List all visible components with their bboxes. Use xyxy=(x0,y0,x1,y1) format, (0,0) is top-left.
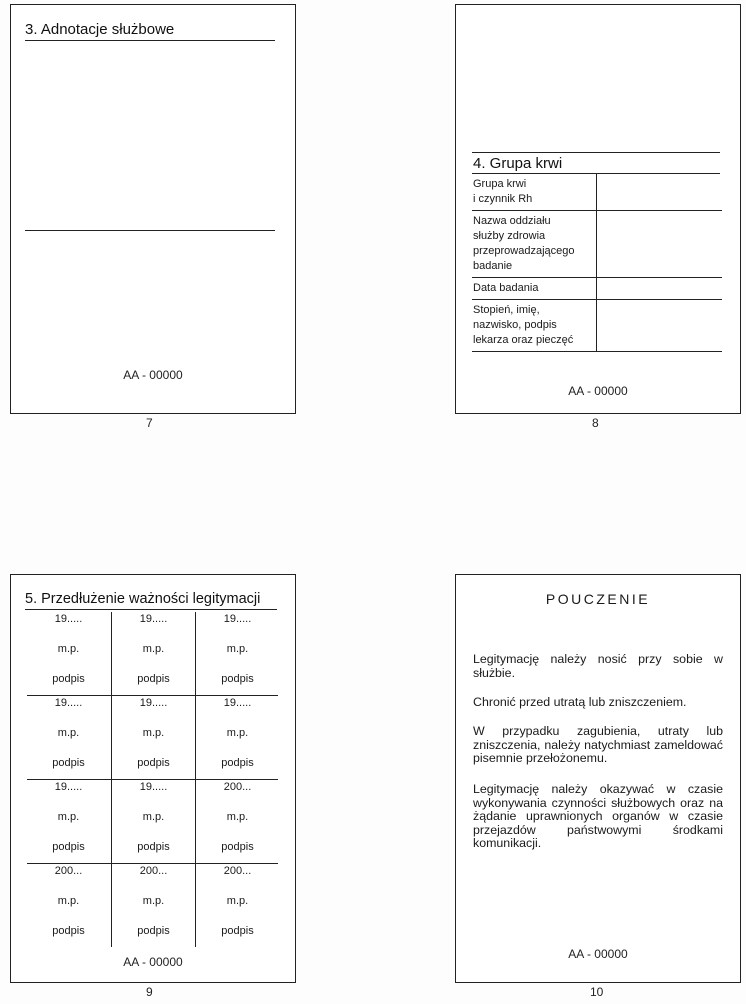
signature-field: podpis xyxy=(137,841,170,853)
renewal-cell xyxy=(195,696,279,779)
page-number-7: 7 xyxy=(146,416,153,430)
year-field: 19..... xyxy=(54,613,83,625)
renewal-block xyxy=(27,864,278,947)
section-3-heading: 3. Adnotacje służbowe xyxy=(25,21,175,38)
renewal-cell xyxy=(27,612,110,695)
page-number-8: 8 xyxy=(592,416,599,430)
stamp-field: m.p. xyxy=(142,643,165,655)
row-value xyxy=(597,300,723,352)
year-field: 19..... xyxy=(139,781,168,793)
signature-field: podpis xyxy=(221,841,254,853)
page-9 xyxy=(10,574,296,983)
stamp-field: m.p. xyxy=(57,811,80,823)
instruction-paragraph: Legitymację należy okazywać w czasie wykonywania czynności służbowych oraz na żądanie uprawnionych organów w czasie przejazdów państwowymi środkami komunikacji. xyxy=(473,782,723,850)
year-field: 19..... xyxy=(223,697,252,709)
page-title: POUCZENIE xyxy=(545,591,651,607)
renewal-cell xyxy=(111,780,195,863)
renewal-cell xyxy=(27,864,110,947)
stamp-field: m.p. xyxy=(226,727,249,739)
instruction-paragraph: Chronić przed utratą lub zniszczeniem. xyxy=(473,695,687,709)
row-label-text: Nazwa oddziału służby zdrowia przeprowadzającego badanie xyxy=(473,215,575,272)
stamp-field: m.p. xyxy=(57,727,80,739)
renewal-cell xyxy=(195,612,279,695)
renewal-block xyxy=(27,612,278,696)
stamp-field: m.p. xyxy=(142,895,165,907)
section-4-heading: 4. Grupa krwi xyxy=(473,155,563,172)
row-label xyxy=(472,300,597,352)
signature-field: podpis xyxy=(52,925,85,937)
page-number-9: 9 xyxy=(146,985,153,999)
table-row xyxy=(472,278,722,300)
year-field: 19..... xyxy=(54,697,83,709)
serial-number: AA - 00000 xyxy=(568,947,628,961)
renewal-cell xyxy=(195,780,279,863)
page-10 xyxy=(455,574,741,983)
year-field: 19..... xyxy=(139,613,168,625)
stamp-field: m.p. xyxy=(226,895,249,907)
instruction-paragraph: Legitymację należy nosić przy sobie w służbie. xyxy=(473,652,723,680)
signature-field: podpis xyxy=(137,757,170,769)
row-label xyxy=(472,278,597,300)
row-label-text: Data badania xyxy=(473,282,539,294)
signature-field: podpis xyxy=(221,673,254,685)
year-field: 200... xyxy=(223,781,252,793)
instruction-paragraph: W przypadku zagubienia, utraty lub zniszczenia, należy natychmiast zameldować pisemnie przełożonemu. xyxy=(473,724,723,765)
renewal-cell xyxy=(111,696,195,779)
stamp-field: m.p. xyxy=(57,643,80,655)
serial-number: AA - 00000 xyxy=(123,955,183,969)
serial-number: AA - 00000 xyxy=(123,368,183,382)
row-label-text: Stopień, imię, nazwisko, podpis lekarza oraz pieczęć xyxy=(473,304,574,346)
row-label-text: Grupa krwi i czynnik Rh xyxy=(473,178,533,205)
serial-number: AA - 00000 xyxy=(568,384,628,398)
page-7 xyxy=(10,4,296,414)
heading-underline xyxy=(25,40,275,41)
row-label xyxy=(472,211,597,278)
page-8 xyxy=(455,4,741,414)
stamp-field: m.p. xyxy=(142,727,165,739)
signature-field: podpis xyxy=(137,925,170,937)
renewal-cell xyxy=(27,696,110,779)
row-value xyxy=(597,278,723,300)
renewal-block xyxy=(27,696,278,780)
renewal-block xyxy=(27,780,278,864)
renewal-cell xyxy=(111,612,195,695)
signature-field: podpis xyxy=(52,841,85,853)
stamp-field: m.p. xyxy=(226,643,249,655)
renewal-cell xyxy=(195,864,279,947)
table-row xyxy=(472,174,722,211)
renewal-cell xyxy=(27,780,110,863)
renewal-cell xyxy=(111,864,195,947)
section-5-heading: 5. Przedłużenie ważności legitymacji xyxy=(25,591,261,607)
page-number-10: 10 xyxy=(590,985,604,999)
signature-field: podpis xyxy=(52,757,85,769)
signature-field: podpis xyxy=(221,925,254,937)
row-label xyxy=(472,174,597,211)
year-field: 200... xyxy=(223,865,252,877)
signature-field: podpis xyxy=(137,673,170,685)
notes-divider xyxy=(25,230,275,231)
stamp-field: m.p. xyxy=(142,811,165,823)
table-row xyxy=(472,211,722,278)
stamp-field: m.p. xyxy=(57,895,80,907)
year-field: 19..... xyxy=(223,613,252,625)
table-row xyxy=(472,300,722,352)
signature-field: podpis xyxy=(52,673,85,685)
stamp-field: m.p. xyxy=(226,811,249,823)
signature-field: podpis xyxy=(221,757,254,769)
row-value xyxy=(597,211,723,278)
heading-underline xyxy=(25,609,277,610)
renewal-grid xyxy=(27,612,278,947)
row-value xyxy=(597,174,723,211)
year-field: 200... xyxy=(54,865,83,877)
year-field: 200... xyxy=(139,865,168,877)
year-field: 19..... xyxy=(139,697,168,709)
year-field: 19..... xyxy=(54,781,83,793)
blood-group-table xyxy=(472,174,722,352)
heading-overline xyxy=(472,152,720,153)
